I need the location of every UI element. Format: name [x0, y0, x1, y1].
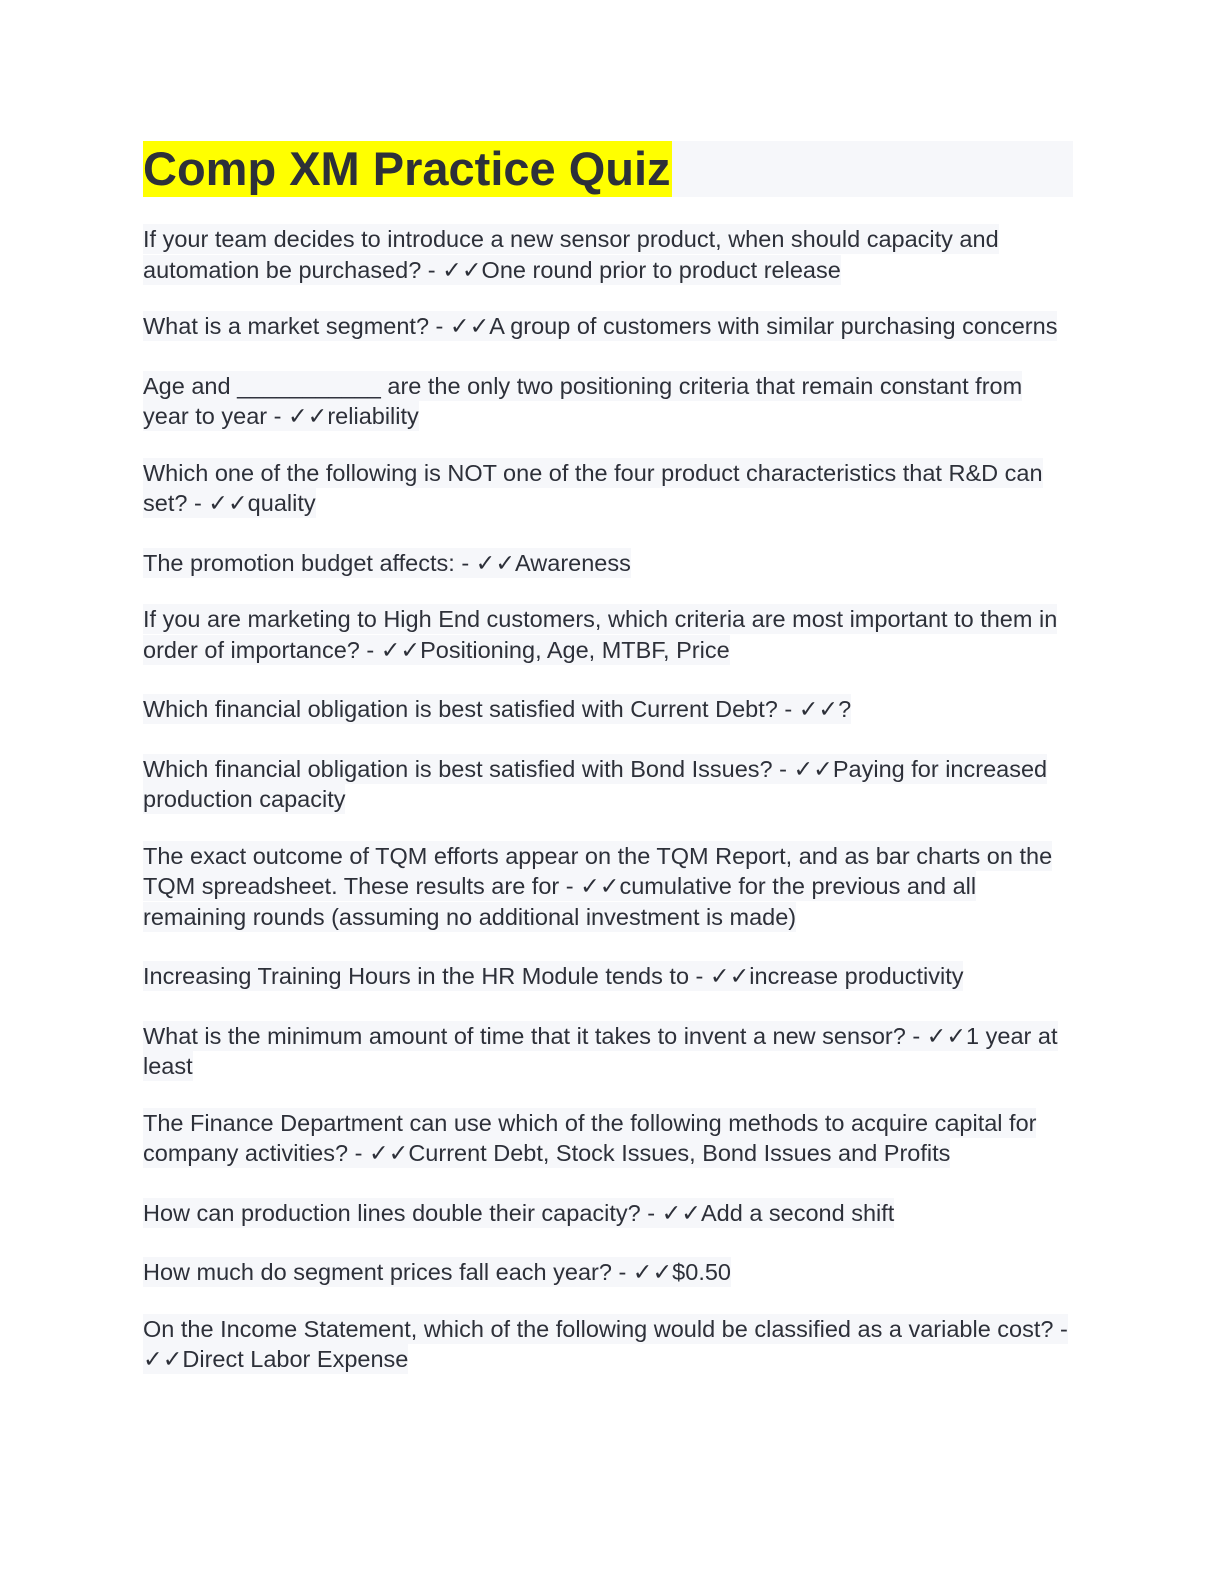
- qa-text: The promotion budget affects: - ✓✓Awareness: [143, 549, 631, 576]
- qa-item: [143, 1257, 1073, 1288]
- qa-text: If your team decides to introduce a new sensor product, when should capacity and automation be purchased? - ✓✓One round prior to product release: [143, 226, 999, 283]
- qa-item: [143, 1021, 1073, 1082]
- qa-text: Which financial obligation is best satisfied with Current Debt? - ✓✓?: [143, 696, 852, 722]
- document-page: [143, 141, 1073, 1401]
- qa-text: Which financial obligation is best satisfied with Bond Issues? - ✓✓Paying for increased production capacity: [143, 755, 1048, 812]
- qa-text: The Finance Department can use which of the following methods to acquire capital for company activities? - ✓✓Current Debt, Stock Issues, Bond Issues and Profits: [143, 1109, 1037, 1166]
- qa-text: What is a market segment? - ✓✓A group of customers with similar purchasing concerns: [143, 313, 1058, 339]
- qa-text: What is the minimum amount of time that it takes to invent a new sensor? - ✓✓1 year at least: [143, 1022, 1058, 1079]
- qa-text: Increasing Training Hours in the HR Module tends to - ✓✓increase productivity: [143, 963, 964, 989]
- qa-item: [143, 841, 1073, 933]
- title-row: [143, 141, 1073, 197]
- qa-text: How much do segment prices fall each year? - ✓✓$0.50: [143, 1259, 731, 1285]
- qa-item: [143, 458, 1073, 519]
- document-title: Comp XM Practice Quiz: [143, 142, 671, 195]
- qa-text: Age and ___________ are the only two positioning criteria that remain constant from year to year - ✓✓reliability: [143, 372, 1023, 429]
- qa-item: [143, 1198, 1073, 1229]
- qa-item: [143, 754, 1073, 815]
- qa-item: [143, 604, 1073, 665]
- qa-text: Which one of the following is NOT one of the four product characteristics that R&D can set? - ✓✓quality: [143, 459, 1043, 516]
- qa-text: How can production lines double their capacity? - ✓✓Add a second shift: [143, 1199, 895, 1226]
- qa-text: On the Income Statement, which of the following would be classified as a variable cost? - ✓✓Direct Labor Expense: [143, 1315, 1068, 1372]
- qa-text: If you are marketing to High End customers, which criteria are most important to them in order of importance? - ✓✓Positioning, Age, MTBF, Price: [143, 606, 1058, 663]
- qa-item: [143, 694, 1073, 725]
- qa-item: [143, 1108, 1073, 1169]
- qa-item: [143, 311, 1073, 342]
- qa-item: [143, 371, 1073, 432]
- qa-item: [143, 961, 1073, 992]
- qa-item: [143, 1314, 1073, 1375]
- qa-item: [143, 548, 1073, 579]
- qa-item: [143, 224, 1073, 285]
- qa-text: The exact outcome of TQM efforts appear on the TQM Report, and as bar charts on the TQM spreadsheet. These results are for - ✓✓cumulative for the previous and all remaining rounds (assuming no additional investment is made): [143, 842, 1053, 930]
